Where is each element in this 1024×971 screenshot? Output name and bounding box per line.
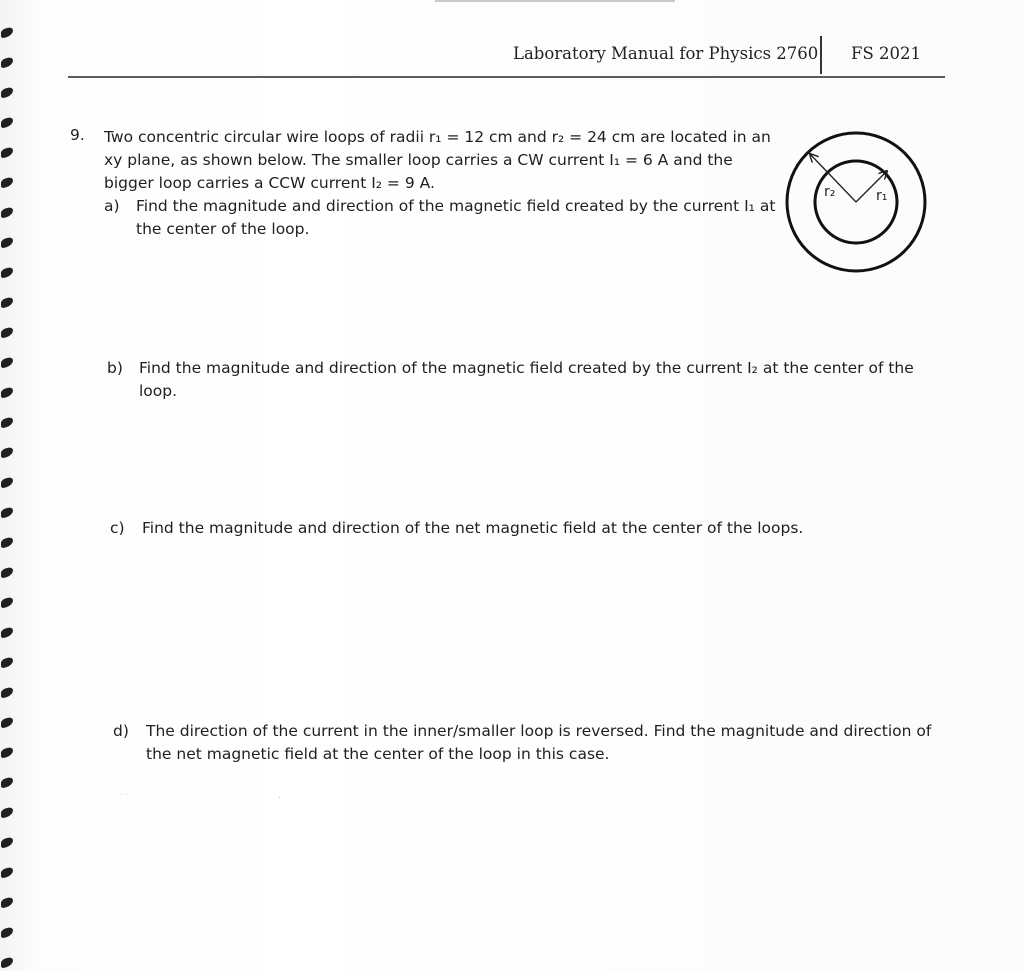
binding-hole xyxy=(1,56,13,69)
binding-hole xyxy=(1,956,13,969)
binding-hole xyxy=(1,356,13,369)
binding-hole xyxy=(1,26,13,39)
binding-hole xyxy=(1,896,13,909)
binding-hole xyxy=(1,746,13,759)
binding-hole xyxy=(1,686,13,699)
header-divider xyxy=(820,36,822,74)
part-d-line: The direction of the current in the inner/smaller loop is reversed. Find the magnitude and direction of xyxy=(146,722,932,740)
binding-hole xyxy=(1,446,13,459)
binding-hole xyxy=(1,236,13,249)
part-d-label: d) xyxy=(113,722,129,740)
binding-hole xyxy=(1,656,13,669)
spiral-binding xyxy=(0,0,20,971)
binding-hole xyxy=(1,206,13,219)
binding-hole xyxy=(1,506,13,519)
binding-hole xyxy=(1,476,13,489)
label-r1: r₁ xyxy=(876,188,888,204)
part-a-line: Find the magnitude and direction of the magnetic field created by the current I₁ at xyxy=(136,197,776,215)
binding-hole xyxy=(1,776,13,789)
part-d xyxy=(113,720,933,766)
question-intro-line: Two concentric circular wire loops of radii r₁ = 12 cm and r₂ = 24 cm are located in an xyxy=(104,128,771,146)
header-title: Laboratory Manual for Physics 2760 xyxy=(513,44,819,63)
binding-hole xyxy=(1,266,13,279)
question-intro-line: xy plane, as shown below. The smaller loop carries a CW current I₁ = 6 A and the xyxy=(104,151,733,169)
part-c-line: Find the magnitude and direction of the net magnetic field at the center of the loops. xyxy=(142,519,804,537)
binding-hole xyxy=(1,626,13,639)
binding-hole xyxy=(1,716,13,729)
header-term: FS 2021 xyxy=(851,44,921,63)
concentric-loops-diagram xyxy=(784,128,934,276)
binding-hole xyxy=(1,926,13,939)
question-intro xyxy=(104,126,774,195)
part-c-label: c) xyxy=(110,519,125,537)
binding-hole xyxy=(1,146,13,159)
part-b-line: Find the magnitude and direction of the magnetic field created by the current I₂ at the center of the xyxy=(139,359,914,377)
part-a xyxy=(104,195,784,241)
binding-hole xyxy=(1,566,13,579)
question-intro-line: bigger loop carries a CCW current I₂ = 9 A. xyxy=(104,174,435,192)
binding-hole xyxy=(1,386,13,399)
binding-hole xyxy=(1,116,13,129)
binding-hole xyxy=(1,806,13,819)
page-top-edge xyxy=(435,0,675,2)
part-b-label: b) xyxy=(107,359,123,377)
part-c xyxy=(110,517,910,540)
part-b xyxy=(107,357,927,403)
binding-hole xyxy=(1,296,13,309)
paper-smudge: · · xyxy=(120,790,130,801)
question-number: 9. xyxy=(70,126,85,144)
binding-hole xyxy=(1,326,13,339)
part-d-line: the net magnetic field at the center of the loop in this case. xyxy=(146,745,610,763)
part-a-label: a) xyxy=(104,197,120,215)
binding-hole xyxy=(1,86,13,99)
paper-smudge: ' xyxy=(278,795,281,806)
part-b-line: loop. xyxy=(139,382,178,400)
binding-hole xyxy=(1,866,13,879)
binding-hole xyxy=(1,596,13,609)
binding-hole xyxy=(1,416,13,429)
binding-hole xyxy=(1,536,13,549)
page-header xyxy=(68,36,945,78)
label-r2: r₂ xyxy=(824,184,836,200)
binding-hole xyxy=(1,836,13,849)
binding-hole xyxy=(1,176,13,189)
part-a-line: the center of the loop. xyxy=(136,220,310,238)
